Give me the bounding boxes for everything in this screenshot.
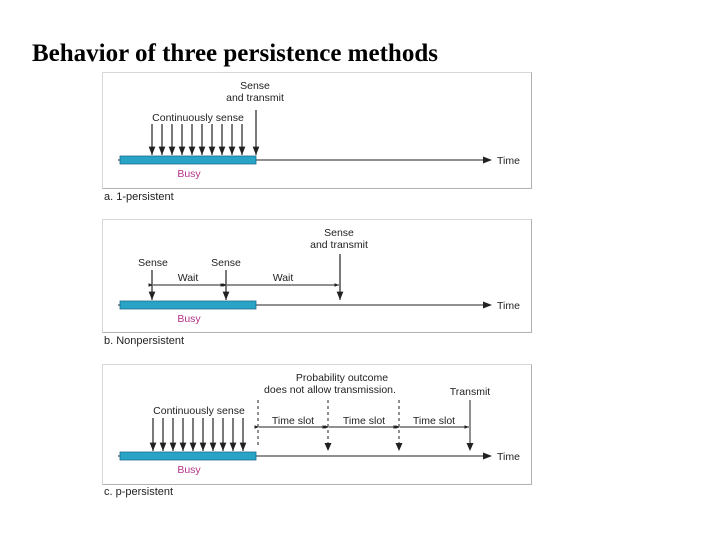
label-probability-line1: Probability outcome xyxy=(295,372,389,384)
transmit-arrowhead-c xyxy=(467,443,474,451)
label-wait-b1: Wait xyxy=(177,272,199,284)
label-and-transmit-a: and transmit xyxy=(226,92,284,104)
caption-nonpersistent: b. Nonpersistent xyxy=(104,335,185,347)
label-time-a: Time xyxy=(497,155,520,167)
busy-bar-b xyxy=(120,301,256,309)
label-sense-b1: Sense xyxy=(138,257,168,269)
sense-arrows-c xyxy=(153,418,243,451)
label-sense-b2: Sense xyxy=(211,257,241,269)
timeline-arrowhead-b xyxy=(483,302,492,309)
label-time-slot-3: Time slot xyxy=(412,415,456,427)
label-continuously-sense-a: Continuously sense xyxy=(152,112,244,124)
label-time-c: Time xyxy=(497,451,520,463)
label-time-b: Time xyxy=(497,300,520,312)
busy-bar-c xyxy=(120,452,256,460)
label-probability-line2: does not allow transmission. xyxy=(264,384,396,396)
label-busy-b: Busy xyxy=(177,313,201,325)
slot-arrowhead-2 xyxy=(325,443,332,451)
label-time-slot-1: Time slot xyxy=(271,415,315,427)
label-busy-c: Busy xyxy=(177,464,201,476)
label-and-transmit-b: and transmit xyxy=(310,239,368,251)
group-1-persistent xyxy=(118,80,520,180)
caption-1-persistent: a. 1-persistent xyxy=(104,191,174,203)
timeline-arrowhead-c xyxy=(483,453,492,460)
caption-p-persistent: c. p-persistent xyxy=(104,486,174,498)
group-p-persistent xyxy=(118,372,520,476)
busy-bar-a xyxy=(120,156,256,164)
timeline-arrowhead-a xyxy=(483,157,492,164)
slide-title: Behavior of three persistence methods xyxy=(32,40,438,67)
label-sense-b3: Sense xyxy=(324,227,354,239)
slot-arrowhead-3 xyxy=(396,443,403,451)
label-wait-b2: Wait xyxy=(272,272,294,284)
group-nonpersistent xyxy=(118,227,520,325)
sense-arrows-a xyxy=(152,124,242,155)
label-time-slot-2: Time slot xyxy=(342,415,386,427)
label-continuously-sense-c: Continuously sense xyxy=(153,405,245,417)
label-transmit-c: Transmit xyxy=(449,386,491,398)
label-sense-a: Sense xyxy=(240,80,270,92)
label-busy-a: Busy xyxy=(177,168,201,180)
